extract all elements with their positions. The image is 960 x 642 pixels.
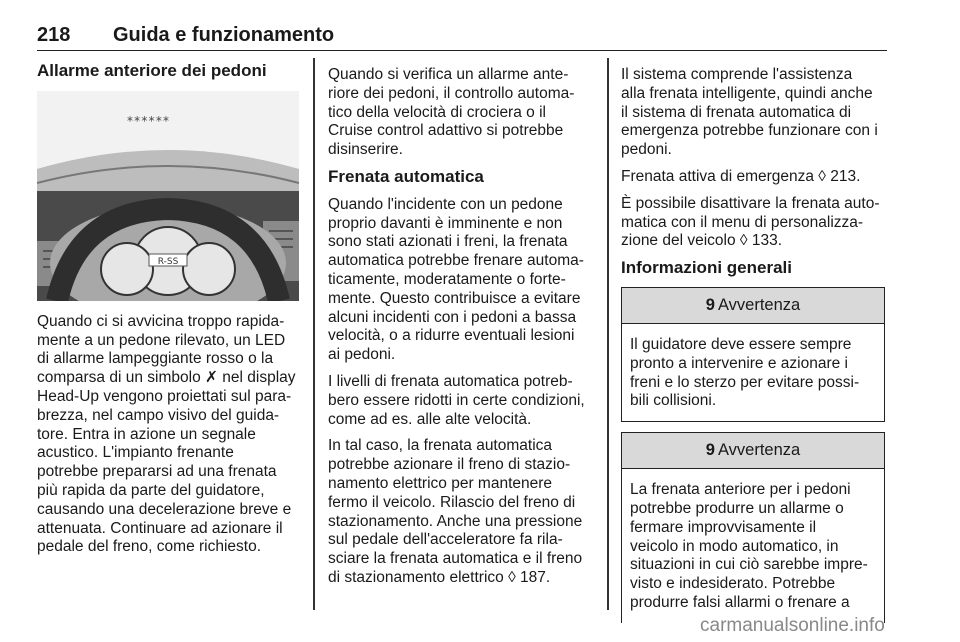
watermark: carmanualsonline.info [700,615,885,636]
display-code: R-SS [157,256,179,267]
paragraph: I livelli di frenata automatica potreb- bero essere ridotti in certe condizioni, come ad es. alle alte velocità. [328,372,585,428]
paragraph: Quando ci si avvicina troppo rapida- mente a un pedone rilevato, un LED di allarme lampeggiante rosso o la comparsa di un simbolo ✗ nel display Head-Up vengono proiettati sul para- brezza, nel campo visivo del guida- tore. Entra in azione un segnale acustico. L'impianto frenante potrebbe prepararsi ad una frenata più rapida da parte del guidatore, causando una decelerazione breve e attenuata. Continuare ad azionare il pedale del freno, come richiesto. [37,312,296,556]
dashboard-drawing [37,91,299,301]
warning-text: La frenata anteriore per i pedoni potrebbe produrre un allarme o fermare improvvisamente il veicolo in modo automatico, in situazioni in cui ciò sarebbe impre- visto e indesiderato. Potrebbe produrre falsi allarmi o frenare a [630,481,868,611]
paragraph: Il sistema comprende l'assistenza alla frenata intelligente, quindi anche il sistema di frenata automatica di emergenza potrebbe funzionare con i pedoni. [621,66,878,159]
paragraph: In tal caso, la frenata automatica potrebbe azionare il freno di stazio- namento elettrico per mantenere fermo il veicolo. Rilascio del freno di stazionamento. Anche una pressione sul pedale dell'acceleratore fa rila- sciare la frenata automatica e il freno di stazionamento elettrico ◊ 187. [328,437,583,586]
led-row: ****** [126,113,170,128]
warning-box [621,432,885,623]
page-header [37,22,887,51]
warning-title: Avvertenza [717,441,801,460]
column-divider [313,58,315,610]
paragraph: Frenata attiva di emergenza ◊ 213. [621,167,861,185]
column-divider [607,58,609,610]
dashboard-illustration [37,91,299,301]
warning-header [622,288,884,324]
paragraph: Quando si verifica un allarme ante- riore dei pedoni, il controllo automa- tico della velocità di crociera o il Cruise control adattivo si potrebbe disinserire. [328,66,575,159]
warning-text: Il guidatore deve essere sempre pronto a intervenire e azionare i freni e lo sterzo per evitare possi- bili collisioni. [630,335,860,410]
warning-title: Avvertenza [717,296,801,315]
column-left [37,60,302,565]
section-heading-pedestrian-alert: Allarme anteriore dei pedoni [37,61,267,80]
column-middle [328,66,594,596]
warning-icon: 9 [705,441,715,460]
page-number: 218 [37,24,71,46]
warning-box [621,287,885,422]
column-right [621,66,887,633]
warning-header [622,433,884,469]
paragraph: Quando l'incidente con un pedone proprio davanti è imminente e non sono stati azionati i freni, la frenata automatica potrebbe frenare automa- ticamente, moderatamente o forte- mente. Questo contribuisce a evitare alcuni incidenti con i pedoni a bassa velocità, o a ridurre eventuali lesioni ai pedoni. [328,195,584,364]
paragraph: È possibile disattivare la frenata auto- matica con il menu di personalizza- zione del veicolo ◊ 133. [621,194,880,250]
warning-icon: 9 [705,296,715,315]
section-heading-general-info: Informazioni generali [621,258,792,278]
page-title: Guida e funzionamento [113,24,335,46]
section-heading-automatic-braking: Frenata automatica [328,166,484,186]
